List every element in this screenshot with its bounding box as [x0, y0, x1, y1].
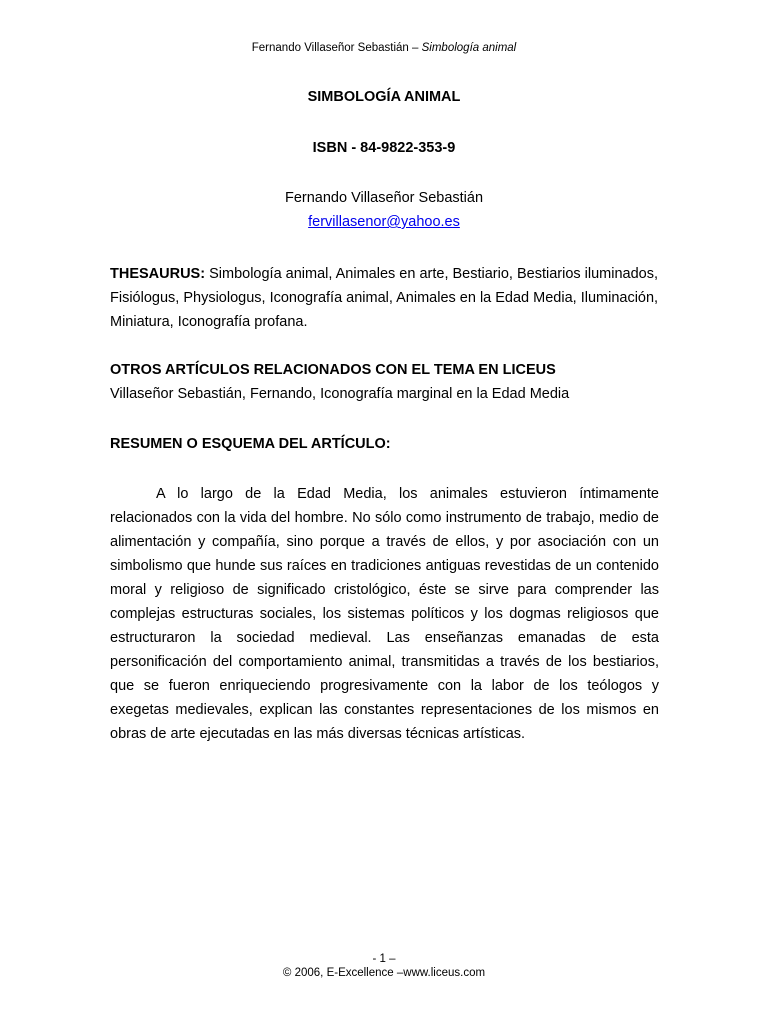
related-article-item: Villaseñor Sebastián, Fernando, Iconografía marginal en la Edad Media — [110, 386, 570, 402]
thesaurus-label: THESAURUS: — [110, 266, 206, 282]
summary-heading: RESUMEN O ESQUEMA DEL ARTÍCULO: — [110, 436, 391, 452]
document-title: SIMBOLOGÍA ANIMAL — [307, 89, 461, 105]
summary-paragraph — [110, 482, 659, 746]
header-work-title: Simbología animal — [421, 42, 517, 54]
running-header — [0, 41, 768, 55]
page-number: - 1 – — [372, 953, 396, 965]
header-separator: – — [408, 42, 422, 54]
email-row — [0, 214, 768, 230]
thesaurus-paragraph — [110, 262, 659, 334]
thesaurus-text: Simbología animal, Animales en arte, Bestiario, Bestiarios iluminados, Fisiólogus, Physiologus, Iconografía animal, Animales en la Edad Media, Iluminación, Miniatura, Iconografía profana. — [110, 266, 659, 330]
related-articles-heading: OTROS ARTÍCULOS RELACIONADOS CON EL TEMA EN LICEUS — [110, 362, 556, 378]
header-author: Fernando Villaseñor Sebastián — [251, 42, 409, 54]
isbn: ISBN - 84-9822-353-9 — [312, 140, 456, 156]
related-articles-section — [110, 358, 659, 406]
footer-copyright: © 2006, E-Excellence –www.liceus.com — [282, 967, 486, 979]
email-link[interactable]: fervillasenor@yahoo.es — [308, 214, 460, 230]
author-name: Fernando Villaseñor Sebastián — [284, 190, 484, 206]
summary-text: A lo largo de la Edad Media, los animales estuvieron íntimamente relacionados con la vida del hombre. No sólo como instrumento de trabajo, medio de alimentación y compañía, sino porque a través de ellos, y por asociación con un simbolismo que hunde sus raíces en tradiciones antiguas revestidas de un contenido moral y religioso de significado cristológico, éste se sirve para comprender las complejas estructuras sociales, los sistemas políticos y los dogmas religiosos que estructuraron la sociedad medieval. Las enseñanzas emanadas de esta personificación del comportamiento animal, transmitidas a través de los bestiarios, que se fueron enriqueciendo progresivamente con la labor de los teólogos y exegetas medievales, explican las constantes representaciones de los mismos en obras de arte ejecutadas en las más diversas técnicas artísticas. — [110, 486, 659, 742]
